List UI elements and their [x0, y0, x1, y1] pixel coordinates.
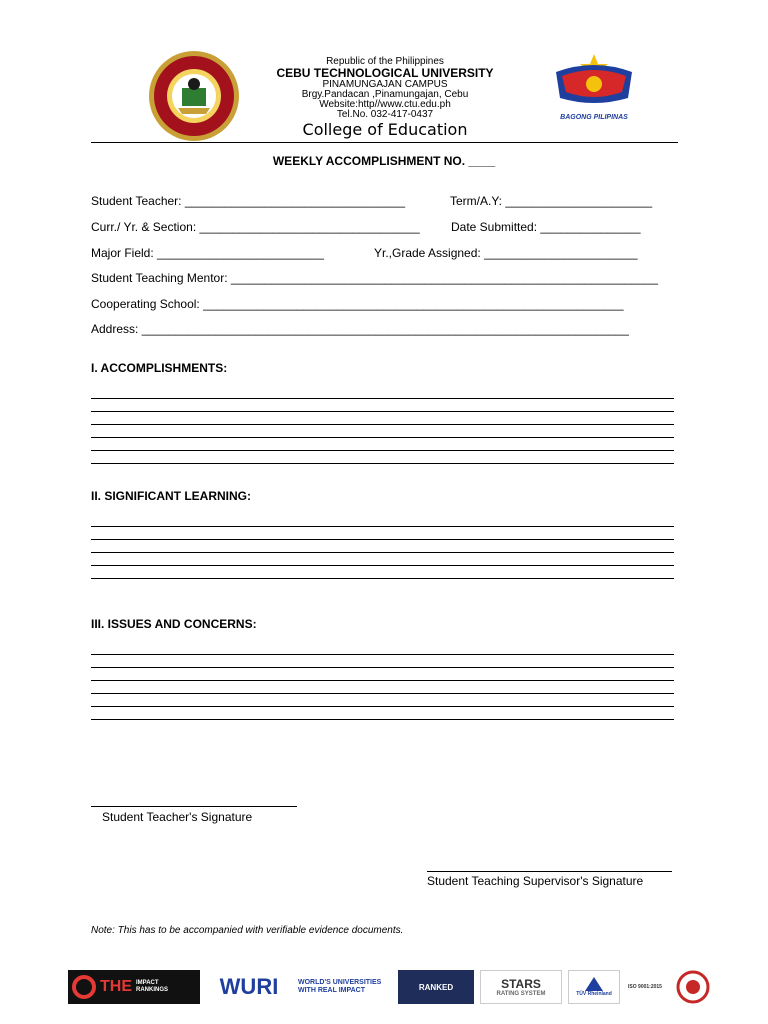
major-field[interactable]: Major Field: _________________________ [91, 246, 324, 260]
university-name: CEBU TECHNOLOGICAL UNIVERSITY [276, 66, 494, 80]
iso-text: ISO 9001:2015 [624, 970, 666, 1004]
student-signature-line[interactable] [91, 806, 297, 807]
curr-section-field[interactable]: Curr./ Yr. & Section: _________________________________ [91, 220, 420, 234]
student-teacher-field[interactable]: Student Teacher: _________________________________ [91, 194, 406, 208]
section-accomplishments: I. ACCOMPLISHMENTS: [91, 361, 228, 375]
writing-line[interactable] [91, 706, 674, 707]
bagong-pilipinas-logo [548, 52, 640, 122]
bagong-pilipinas-text: BAGONG PILIPINAS [560, 114, 628, 121]
form-title: WEEKLY ACCOMPLISHMENT NO. ____ [272, 154, 496, 168]
tuv-triangle-icon [585, 977, 603, 991]
writing-line[interactable] [91, 667, 674, 668]
qs-stars-badge [480, 970, 562, 1004]
grade-assigned-field[interactable]: Yr.,Grade Assigned: _______________________ [374, 246, 638, 260]
wuri-logo: WURI [204, 970, 294, 1004]
qs-ranked-badge: RANKED [398, 970, 474, 1004]
campus-address: Brgy.Pandacan ,Pinamungajan, Cebu [301, 89, 469, 100]
supervisor-signature-line[interactable] [427, 871, 672, 872]
website-text: Website:http//www.ctu.edu.ph [319, 99, 451, 110]
wuri-description: WORLD'S UNIVERSITIES WITH REAL IMPACT [298, 970, 394, 1004]
writing-line[interactable] [91, 398, 674, 399]
writing-line[interactable] [91, 424, 674, 425]
writing-line[interactable] [91, 680, 674, 681]
writing-line[interactable] [91, 437, 674, 438]
address-field[interactable]: Address: _________________________________________________________________________ [91, 322, 629, 336]
section-issues-concerns: III. ISSUES AND CONCERNS: [91, 617, 257, 631]
student-signature-label: Student Teacher's Signature [102, 810, 253, 824]
writing-line[interactable] [91, 578, 674, 579]
the-logo-text: THE [100, 978, 132, 995]
ctu-seal-logo [148, 50, 240, 142]
writing-line[interactable] [91, 463, 674, 464]
header-divider [91, 142, 678, 143]
cooperating-school-field[interactable]: Cooperating School: _______________________________________________________________ [91, 297, 624, 311]
supervisor-signature-label: Student Teaching Supervisor's Signature [427, 874, 644, 888]
rings-icon [72, 975, 96, 999]
writing-line[interactable] [91, 526, 674, 527]
stars-text: STARS [501, 977, 541, 991]
telephone-text: Tel.No. 032-417-0437 [336, 109, 434, 120]
term-field[interactable]: Term/A.Y: ______________________ [450, 194, 653, 208]
writing-line[interactable] [91, 552, 674, 553]
writing-line[interactable] [91, 693, 674, 694]
tuv-text: TÜV Rheinland [576, 991, 612, 997]
republic-text: Republic of the Philippines [326, 56, 444, 67]
tuv-badge [568, 970, 620, 1004]
the-impact-rankings-badge [68, 970, 200, 1004]
pinamungajan-seal-icon [670, 970, 716, 1004]
stars-sub-text: RATING SYSTEM [496, 991, 546, 997]
date-submitted-field[interactable]: Date Submitted: _______________ [451, 220, 641, 234]
writing-line[interactable] [91, 450, 674, 451]
section-significant-learning: II. SIGNIFICANT LEARNING: [91, 489, 251, 503]
writing-line[interactable] [91, 654, 674, 655]
writing-line[interactable] [91, 539, 674, 540]
mentor-field[interactable]: Student Teaching Mentor: ________________________________________________________________ [91, 271, 658, 285]
writing-line[interactable] [91, 411, 674, 412]
writing-line[interactable] [91, 719, 674, 720]
college-name: College of Education [302, 120, 468, 139]
evidence-note: Note: This has to be accompanied with verifiable evidence documents. [91, 925, 404, 936]
campus-name: PINAMUNGAJAN CAMPUS [322, 79, 448, 90]
the-sub-text: IMPACT RANKINGS [136, 980, 169, 993]
writing-line[interactable] [91, 565, 674, 566]
